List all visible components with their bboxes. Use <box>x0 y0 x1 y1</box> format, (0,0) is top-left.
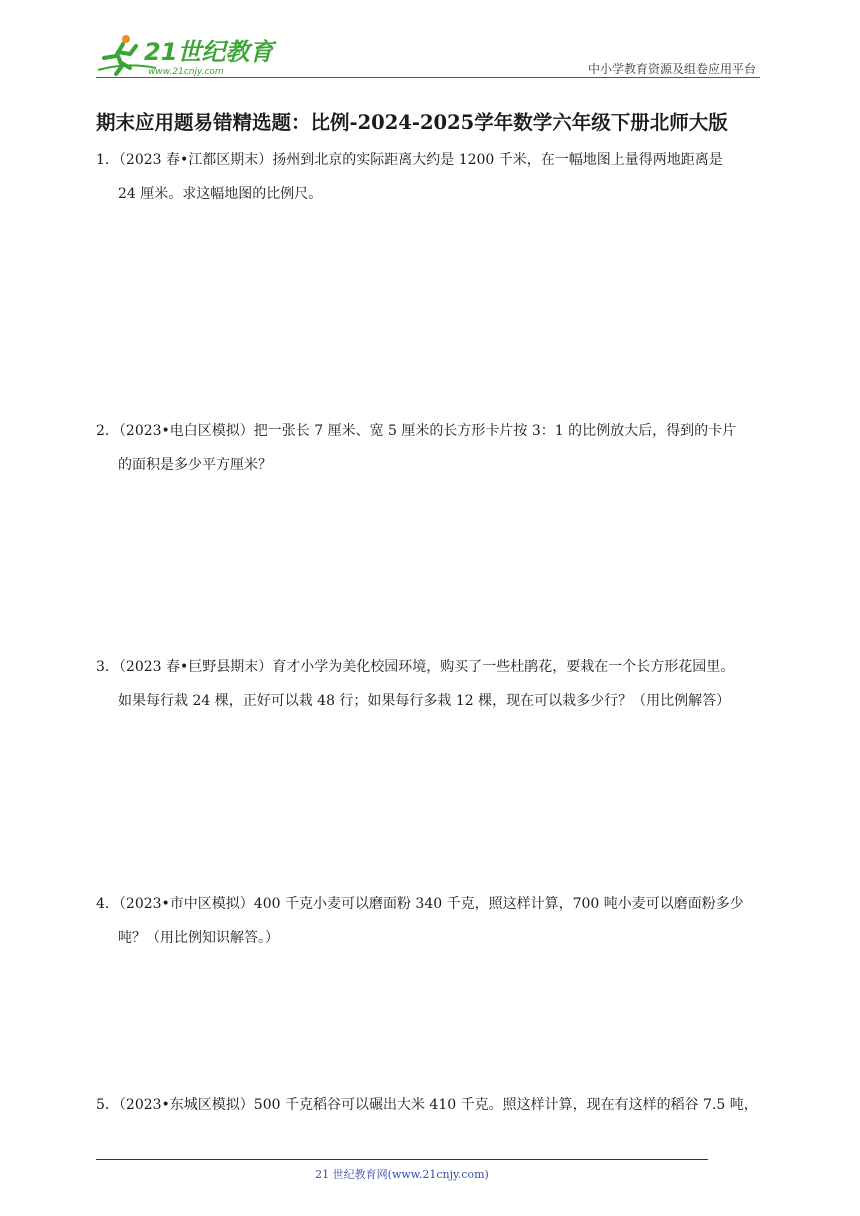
platform-name: 中小学教育资源及组卷应用平台 <box>587 62 756 76</box>
header-divider <box>96 77 760 78</box>
footer-link[interactable]: 21 世纪教育网(www.21cnjy.com) <box>315 1168 489 1181</box>
question-text: 1．（2023 春•江都区期末）扬州到北京的实际距离大约是 1200 千米，在一幅地图上量得两地距离是 <box>96 152 723 168</box>
question-text: 如果每行栽 24 棵，正好可以栽 48 行；如果每行多栽 12 棵，现在可以栽多少行？（用比例解答） <box>118 693 731 709</box>
question-1 <box>96 149 776 217</box>
question-4 <box>96 893 776 961</box>
footer-divider <box>96 1159 708 1160</box>
question-text: 吨？（用比例知识解答。） <box>118 930 279 946</box>
document-title: 期末应用题易错精选题：比例-2024-2025学年数学六年级下册北师大版 <box>96 111 728 134</box>
question-text: 5．（2023•东城区模拟）500 千克稻谷可以碾出大米 410 千克。照这样计算，现在有这样的稻谷 7.5 吨， <box>96 1097 758 1113</box>
question-text: 3．（2023 春•巨野县期末）育才小学为美化校园环境，购买了一些杜鹃花，要栽在一个长方形花园里。 <box>96 659 735 675</box>
question-text: 2．（2023•电白区模拟）把一张长 7 厘米、宽 5 厘米的长方形卡片按 3：1 的比例放大后，得到的卡片 <box>96 423 737 439</box>
question-5 <box>96 1094 776 1128</box>
svg-text:21世纪教育: 21世纪教育 <box>144 38 274 66</box>
question-3 <box>96 656 776 724</box>
question-text: 24 厘米。求这幅地图的比例尺。 <box>118 186 323 202</box>
svg-text:www.21cnjy.com: www.21cnjy.com <box>148 67 224 76</box>
question-2 <box>96 420 776 488</box>
question-text: 的面积是多少平方厘米？ <box>118 457 272 473</box>
question-text: 4．（2023•市中区模拟）400 千克小麦可以磨面粉 340 千克，照这样计算，700 吨小麦可以磨面粉多少 <box>96 896 744 912</box>
site-logo <box>96 32 296 76</box>
page-header <box>96 28 760 78</box>
